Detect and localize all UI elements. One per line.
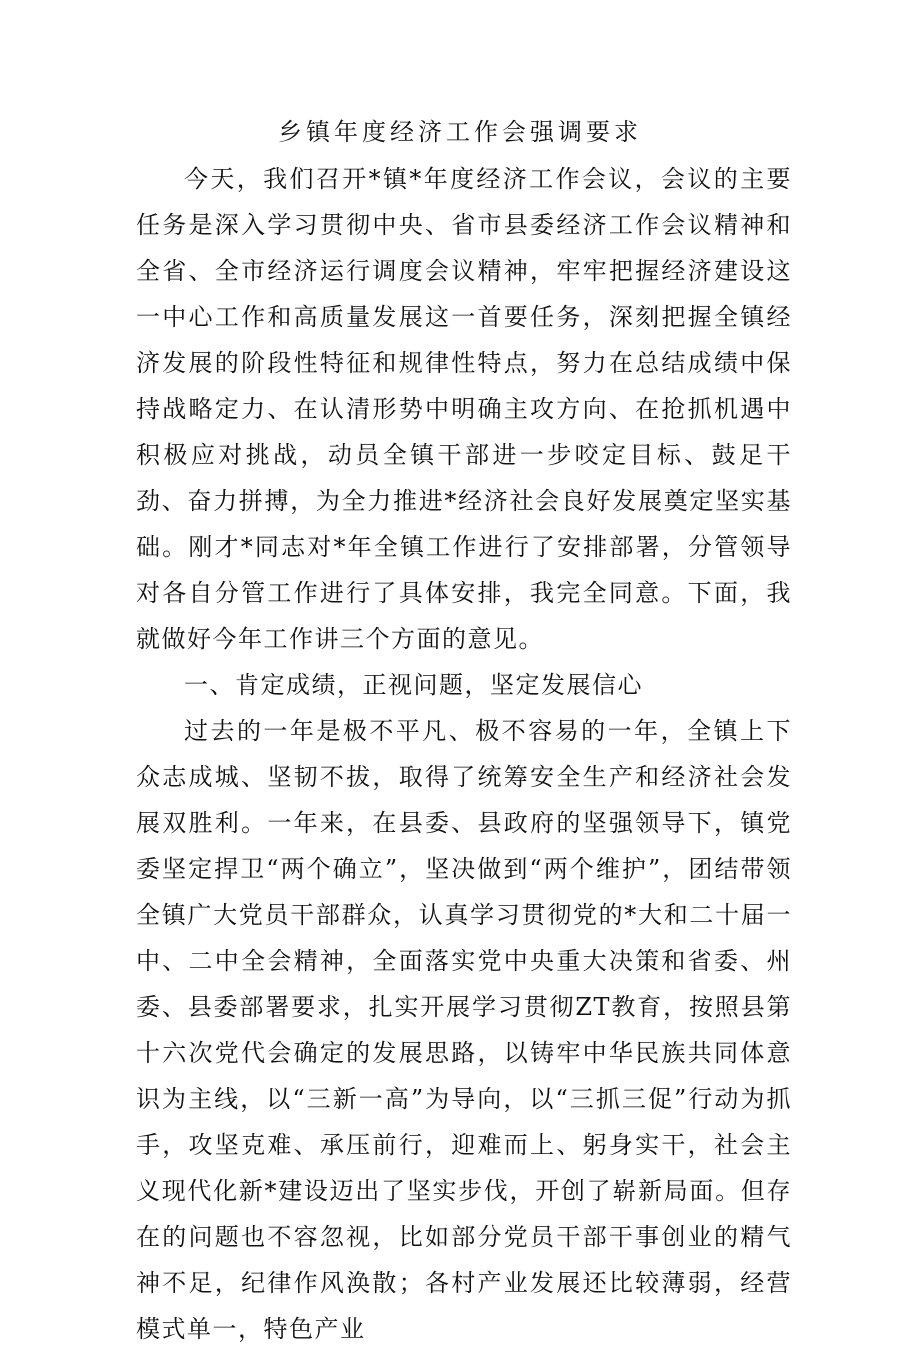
section-heading-1: 一、肯定成绩，正视问题，坚定发展信心 <box>184 671 643 699</box>
section-1-paragraph: 过去的一年是极不平凡、极不容易的一年，全镇上下众志成城、坚韧不拔，取得了统筹安全生产和经济社会发展双胜利。一年来，在县委、县政府的坚强领导下，镇党委坚定捍卫“两个确立”，坚决做到“两个维护”，团结带领全镇广大党员干部群众，认真学习贯彻党的*大和二十届一中、二中全会精神，全面落实党中央重大决策和省委、州委、县委部署要求，扎实开展学习贯彻ZT教育，按照县第十六次党代会确定的发展思路，以铸牢中华民族共同体意识为主线，以“三新一高”为导向，以“三抓三促”行动为抓手，攻坚克难、承压前行，迎难而上、躬身实干，社会主义现代化新*建设迈出了坚实步伐，开创了崭新局面。但存在的问题也不容忽视，比如部分党员干部干事创业的精气神不足，纪律作风涣散；各村产业发展还比较薄弱，经营模式单一，特色产业 <box>136 717 792 1343</box>
document-body <box>136 156 792 1352</box>
document-title: 乡镇年度经济工作会强调要求 <box>278 118 642 146</box>
intro-paragraph: 今天，我们召开*镇*年度经济工作会议，会议的主要任务是深入学习贯彻中央、省市县委经济工作会议精神和全省、全市经济运行调度会议精神，牢牢把握经济建设这一中心工作和高质量发展这一首要任务，深刻把握全镇经济发展的阶段性特征和规律性特点，努力在总结成绩中保持战略定力、在认清形势中明确主攻方向、在抢抓机遇中积极应对挑战，动员全镇干部进一步咬定目标、鼓足干劲、奋力拼搏，为全力推进*经济社会良好发展奠定坚实基础。刚才*同志对*年全镇工作进行了安排部署，分管领导对各自分管工作进行了具体安排，我完全同意。下面，我就做好今年工作讲三个方面的意见。 <box>136 165 792 653</box>
